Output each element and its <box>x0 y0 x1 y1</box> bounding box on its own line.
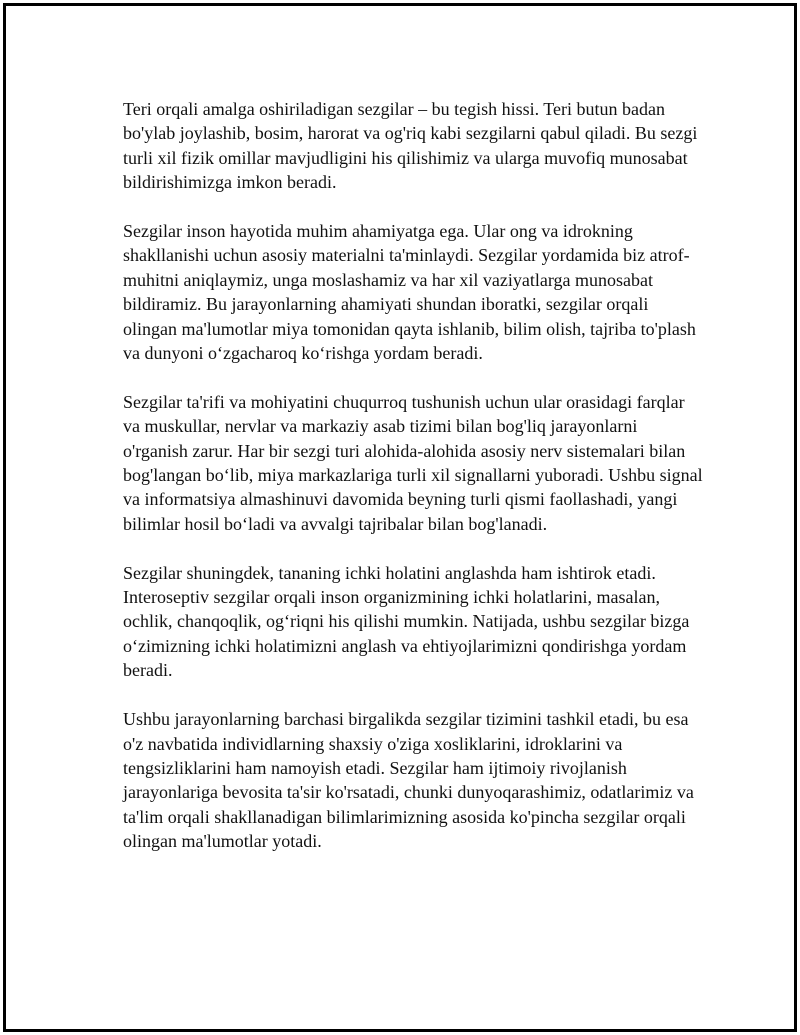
paragraph-nervous-system: Sezgilar ta'rifi va mohiyatini chuqurroq tushunish uchun ular orasidagi farqlar va muskullar, nervlar va markaziy asab tizimi bilan bog'liq jarayonlarni o'rganish zarur. Har bir sezgi turi alohida-alohida asosiy nerv sistemalari bilan bog'langan bo‘lib, miya markazlariga turli xil signallarni yuboradi. Ushbu signal va informatsiya almashinuvi davomida beyning turli qismi faollashadi, yangi bilimlar hosil bo‘ladi va avvalgi tajribalar bilan bog'lanadi. <box>123 391 703 534</box>
paragraph-importance: Sezgilar inson hayotida muhim ahamiyatga ega. Ular ong va idrokning shakllanishi uchun asosiy materialni ta'minlaydi. Sezgilar yordamida biz atrof-muhitni aniqlaymiz, unga moslashamiz va har xil vaziyatlarga munosabat bildiramiz. Bu jarayonlarning ahamiyati shundan iboratki, sezgilar orqali olingan ma'lumotlar miya tomonidan qayta ishlanib, bilim olish, tajriba to'plash va dunyoni o‘zgacharoq ko‘rishga yordam beradi. <box>123 221 696 364</box>
paragraph-sensory-system: Ushbu jarayonlarning barchasi birgalikda sezgilar tizimini tashkil etadi, bu esa o'z navbatida individlarning shaxsiy o'ziga xosliklarini, idroklarini va tengsizliklarini ham namoyish etadi. Sezgilar ham ijtimoiy rivojlanish jarayonlariga bevosita ta'sir ko'rsatadi, chunki dunyoqarashimiz, odatlarimiz va ta'lim orqali shakllanadigan bilimlarimizning asosida ko'pincha sezgilar orqali olingan ma'lumotlar yotadi. <box>123 709 694 852</box>
paragraph-interoception: Sezgilar shuningdek, tananing ichki holatini anglashda ham ishtirok etadi. Interoseptiv sezgilar orqali inson organizmining ichki holatlarini, masalan, ochlik, chanqoqlik, og‘riqni his qilishi mumkin. Natijada, ushbu sezgilar bizga o‘zimizning ichki holatimizni anglash va ehtiyojlarimizni qondirishga yordam beradi. <box>123 562 690 681</box>
paragraph-touch-sense: Teri orqali amalga oshiriladigan sezgilar – bu tegish hissi. Teri butun badan bo'ylab joylashib, bosim, harorat va og'riq kabi sezgilarni qabul qiladi. Bu sezgi turli xil fizik omillar mavjudligini his qilishimiz va ularga muvofiq munosabat bildirishimizga imkon beradi. <box>123 99 698 193</box>
document-body <box>123 97 703 878</box>
page-border <box>3 3 797 1032</box>
